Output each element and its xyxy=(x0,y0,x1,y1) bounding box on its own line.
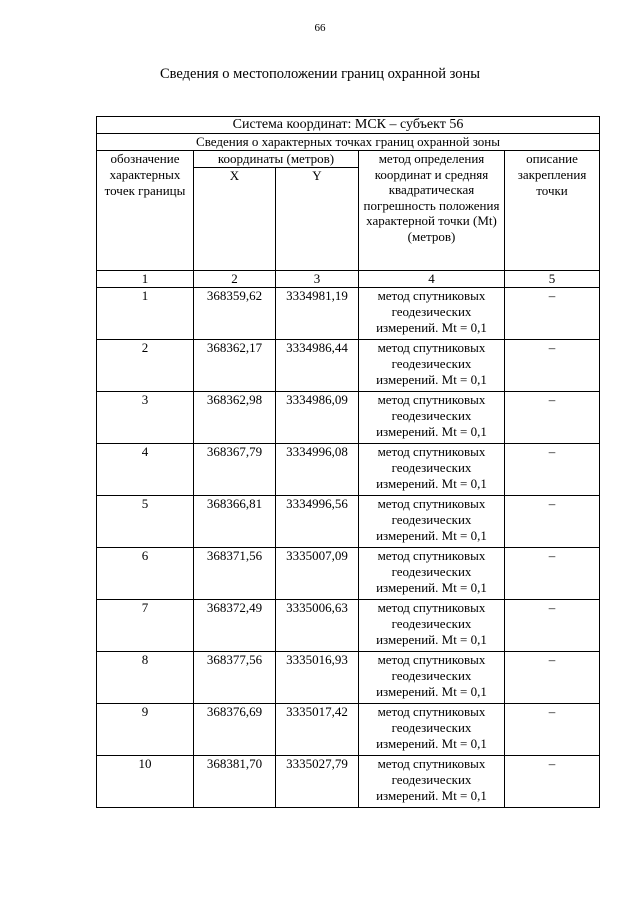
point-number-cell: 9 xyxy=(97,704,194,756)
header-row xyxy=(97,151,600,168)
description-cell: – xyxy=(505,600,600,652)
method-cell: метод спутниковых геодезических измерений. Mt = 0,1 xyxy=(359,496,505,548)
table-row xyxy=(97,288,600,340)
header-y: Y xyxy=(276,168,359,271)
table-row xyxy=(97,652,600,704)
method-cell: метод спутниковых геодезических измерений. Mt = 0,1 xyxy=(359,444,505,496)
header-description: описание закрепления точки xyxy=(505,151,600,271)
table-row xyxy=(97,444,600,496)
point-number-cell: 1 xyxy=(97,288,194,340)
x-coordinate-cell: 368367,79 xyxy=(194,444,276,496)
x-coordinate-cell: 368381,70 xyxy=(194,756,276,808)
method-cell: метод спутниковых геодезических измерений. Mt = 0,1 xyxy=(359,288,505,340)
y-coordinate-cell: 3334996,08 xyxy=(276,444,359,496)
page-number: 66 xyxy=(314,22,326,34)
header-method: метод определения координат и средняя квадратическая погрешность положения характерной точки (Mt) (метров) xyxy=(359,151,505,271)
description-cell: – xyxy=(505,652,600,704)
y-coordinate-cell: 3334986,09 xyxy=(276,392,359,444)
method-cell: метод спутниковых геодезических измерений. Mt = 0,1 xyxy=(359,652,505,704)
y-coordinate-cell: 3334996,56 xyxy=(276,496,359,548)
point-number-cell: 4 xyxy=(97,444,194,496)
column-number: 4 xyxy=(359,271,505,288)
method-cell: метод спутниковых геодезических измерений. Mt = 0,1 xyxy=(359,704,505,756)
x-coordinate-cell: 368362,98 xyxy=(194,392,276,444)
method-cell: метод спутниковых геодезических измерений. Mt = 0,1 xyxy=(359,756,505,808)
table-body xyxy=(97,117,600,808)
points-info-row xyxy=(97,134,600,151)
description-cell: – xyxy=(505,444,600,496)
y-coordinate-cell: 3335006,63 xyxy=(276,600,359,652)
column-number: 5 xyxy=(505,271,600,288)
column-number: 1 xyxy=(97,271,194,288)
x-coordinate-cell: 368359,62 xyxy=(194,288,276,340)
table-row xyxy=(97,548,600,600)
x-coordinate-cell: 368362,17 xyxy=(194,340,276,392)
description-cell: – xyxy=(505,756,600,808)
point-number-cell: 3 xyxy=(97,392,194,444)
point-number-cell: 2 xyxy=(97,340,194,392)
y-coordinate-cell: 3335016,93 xyxy=(276,652,359,704)
table-row xyxy=(97,600,600,652)
description-cell: – xyxy=(505,340,600,392)
method-cell: метод спутниковых геодезических измерений. Mt = 0,1 xyxy=(359,392,505,444)
x-coordinate-cell: 368371,56 xyxy=(194,548,276,600)
table-row xyxy=(97,704,600,756)
table-row xyxy=(97,756,600,808)
y-coordinate-cell: 3334981,19 xyxy=(276,288,359,340)
table-row xyxy=(97,392,600,444)
table-row xyxy=(97,496,600,548)
method-cell: метод спутниковых геодезических измерений. Mt = 0,1 xyxy=(359,340,505,392)
description-cell: – xyxy=(505,288,600,340)
header-x: X xyxy=(194,168,276,271)
y-coordinate-cell: 3334986,44 xyxy=(276,340,359,392)
x-coordinate-cell: 368366,81 xyxy=(194,496,276,548)
point-number-cell: 6 xyxy=(97,548,194,600)
y-coordinate-cell: 3335017,42 xyxy=(276,704,359,756)
column-numbers-row xyxy=(97,271,600,288)
description-cell: – xyxy=(505,496,600,548)
point-number-cell: 10 xyxy=(97,756,194,808)
description-cell: – xyxy=(505,392,600,444)
y-coordinate-cell: 3335027,79 xyxy=(276,756,359,808)
description-cell: – xyxy=(505,548,600,600)
y-coordinate-cell: 3335007,09 xyxy=(276,548,359,600)
header-coordinates: координаты (метров) xyxy=(194,151,359,168)
method-cell: метод спутниковых геодезических измерений. Mt = 0,1 xyxy=(359,600,505,652)
x-coordinate-cell: 368376,69 xyxy=(194,704,276,756)
point-number-cell: 8 xyxy=(97,652,194,704)
point-number-cell: 5 xyxy=(97,496,194,548)
column-number: 3 xyxy=(276,271,359,288)
x-coordinate-cell: 368372,49 xyxy=(194,600,276,652)
description-cell: – xyxy=(505,704,600,756)
x-coordinate-cell: 368377,56 xyxy=(194,652,276,704)
method-cell: метод спутниковых геодезических измерений. Mt = 0,1 xyxy=(359,548,505,600)
point-number-cell: 7 xyxy=(97,600,194,652)
header-point-designation: обозначение характерных точек границы xyxy=(97,151,194,271)
points-info-cell: Сведения о характерных точках границ охранной зоны xyxy=(97,134,600,151)
document-title: Сведения о местоположении границ охранной зоны xyxy=(159,66,480,82)
coordinate-system-cell: Система координат: МСК – субъект 56 xyxy=(97,117,600,134)
coordinate-system-row xyxy=(97,117,600,134)
table-row xyxy=(97,340,600,392)
column-number: 2 xyxy=(194,271,276,288)
boundary-points-table xyxy=(96,116,600,808)
